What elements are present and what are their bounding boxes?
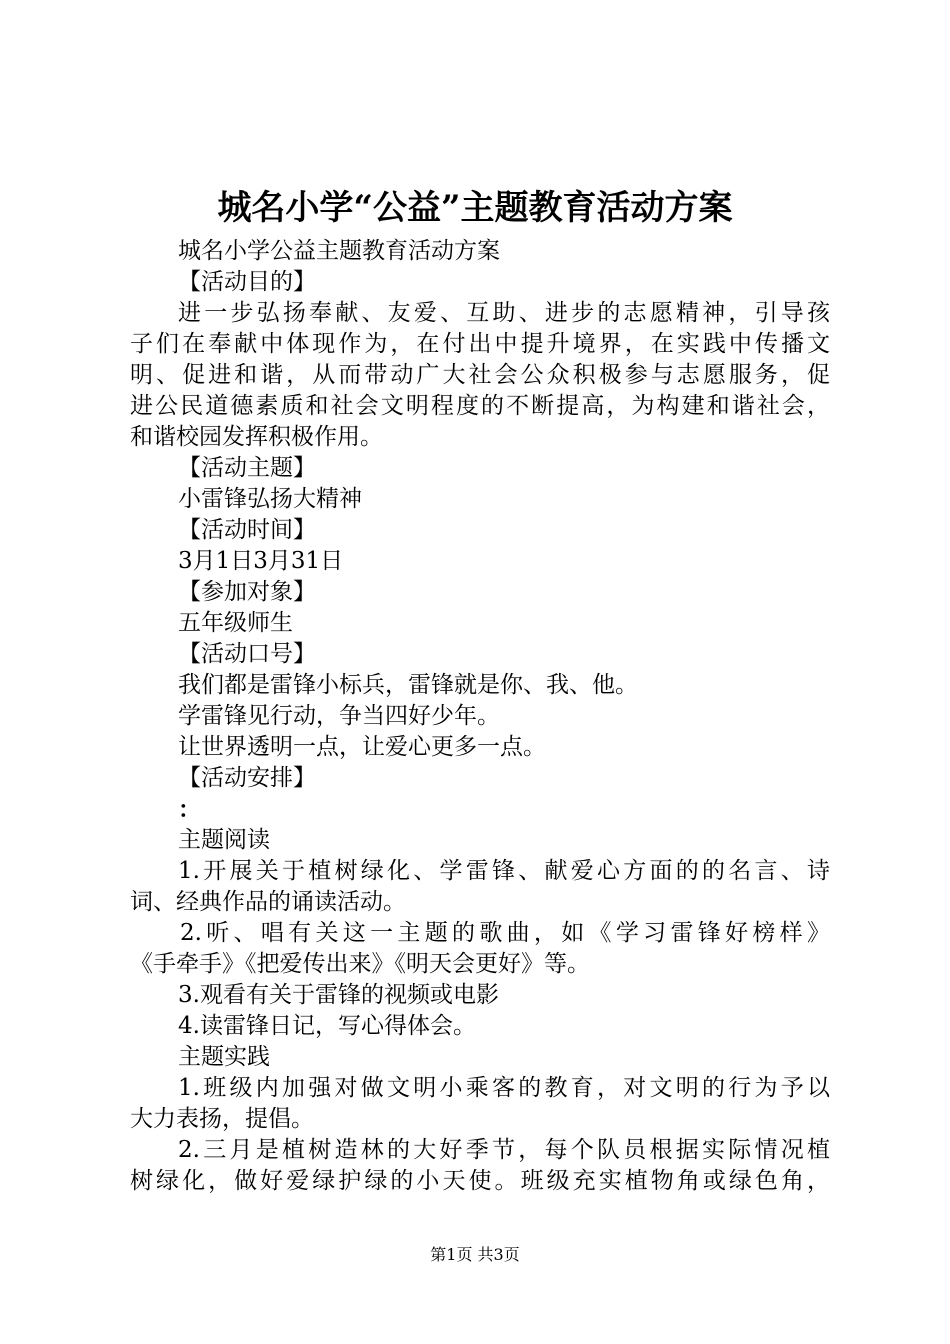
- paragraph-line: 子们在奉献中体现作为，在付出中提升境界，在实践中传播文: [130, 331, 830, 357]
- paragraph-line: 进公民道德素质和社会文明程度的不断提高，为构建和谐社会，: [130, 393, 830, 419]
- section-heading: 【活动主题】: [178, 455, 316, 481]
- section-heading: 【活动口号】: [178, 641, 316, 667]
- paragraph-line: 2.听、唱有关这一主题的歌曲，如《学习雷锋好榜样》: [180, 920, 830, 946]
- document-title: 城名小学“公益”主题教育活动方案: [217, 188, 733, 228]
- text-line: 我们都是雷锋小标兵，雷锋就是你、我、他。: [178, 672, 638, 698]
- subsection-heading: 主题实践: [178, 1044, 270, 1070]
- page-footer: 第1页 共3页: [430, 1245, 520, 1264]
- text-line: 3月1日3月31日: [178, 548, 344, 574]
- section-heading: 【活动时间】: [178, 517, 316, 543]
- paragraph-line: 树绿化，做好爱绿护绿的小天使。班级充实植物角或绿色角，: [130, 1168, 830, 1194]
- paragraph-line: 《手牵手》《把爱传出来》《明天会更好》等。: [130, 951, 590, 977]
- paragraph-line: 大力表扬，提倡。: [130, 1106, 314, 1132]
- section-heading: 【活动目的】: [178, 269, 316, 295]
- text-line: 城名小学公益主题教育活动方案: [178, 238, 500, 264]
- text-line: 4.读雷锋日记，写心得体会。: [178, 1013, 476, 1039]
- text-line: 让世界透明一点，让爱心更多一点。: [178, 734, 546, 760]
- text-line: 五年级师生: [178, 610, 293, 636]
- paragraph-line: 1.班级内加强对做文明小乘客的教育，对文明的行为予以: [178, 1075, 830, 1101]
- paragraph-line: 1.开展关于植树绿化、学雷锋、献爱心方面的的名言、诗: [178, 858, 830, 884]
- subsection-heading: 主题阅读: [178, 827, 270, 853]
- paragraph-line: 和谐校园发挥积极作用。: [130, 424, 383, 450]
- document-body: [130, 236, 830, 1197]
- section-heading: 【活动安排】: [178, 765, 316, 791]
- text-line: 学雷锋见行动，争当四好少年。: [178, 703, 500, 729]
- paragraph-line: 进一步弘扬奉献、友爱、互助、进步的志愿精神，引导孩: [178, 300, 830, 326]
- paragraph-line: 词、经典作品的诵读活动。: [130, 889, 406, 915]
- text-line: 3.观看有关于雷锋的视频或电影: [178, 982, 499, 1008]
- section-heading: 【参加对象】: [178, 579, 316, 605]
- text-line: ：: [178, 796, 201, 823]
- text-line: 小雷锋弘扬大精神: [178, 486, 362, 512]
- paragraph-line: 2.三月是植树造林的大好季节，每个队员根据实际情况植: [178, 1137, 830, 1163]
- paragraph-line: 明、促进和谐，从而带动广大社会公众积极参与志愿服务，促: [130, 362, 830, 388]
